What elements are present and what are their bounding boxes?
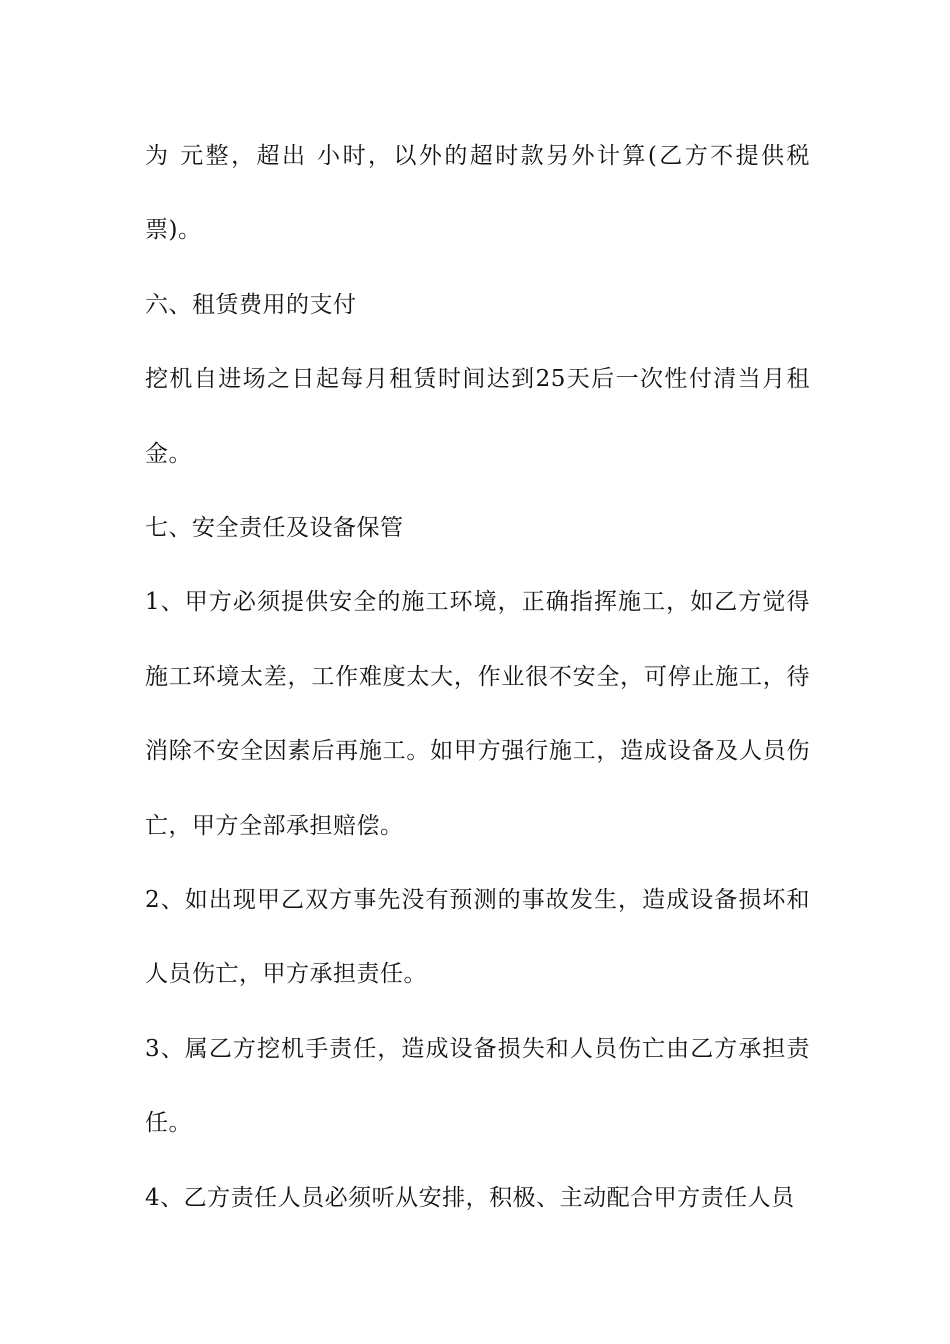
paragraph-safety-clause-1: 1、甲方必须提供安全的施工环境，正确指挥施工，如乙方觉得施工环境太差，工作难度太大，作业很不安全，可停止施工，待消除不安全因素后再施工。如甲方强行施工，造成设备及人员伤亡，甲方全部承担赔偿。: [145, 589, 810, 839]
paragraph-safety-clause-4: 4、乙方责任人员必须听从安排，积极、主动配合甲方责任人员: [145, 1184, 795, 1211]
paragraph-payment-terms: 挖机自进场之日起每月租赁时间达到25天后一次性付清当月租金。: [145, 366, 810, 467]
paragraph-overtime-fee: 为 元整，超出 小时，以外的超时款另外计算(乙方不提供税票)。: [145, 143, 810, 244]
section-heading-safety: 七、安全责任及设备保管: [145, 515, 404, 542]
paragraph-safety-clause-2: 2、如出现甲乙双方事先没有预测的事故发生，造成设备损坏和人员伤亡，甲方承担责任。: [145, 887, 810, 988]
paragraph-safety-clause-3: 3、属乙方挖机手责任，造成设备损失和人员伤亡由乙方承担责任。: [145, 1035, 810, 1137]
document-body: [145, 119, 810, 1235]
section-heading-rental-payment: 六、租赁费用的支付: [145, 291, 357, 318]
